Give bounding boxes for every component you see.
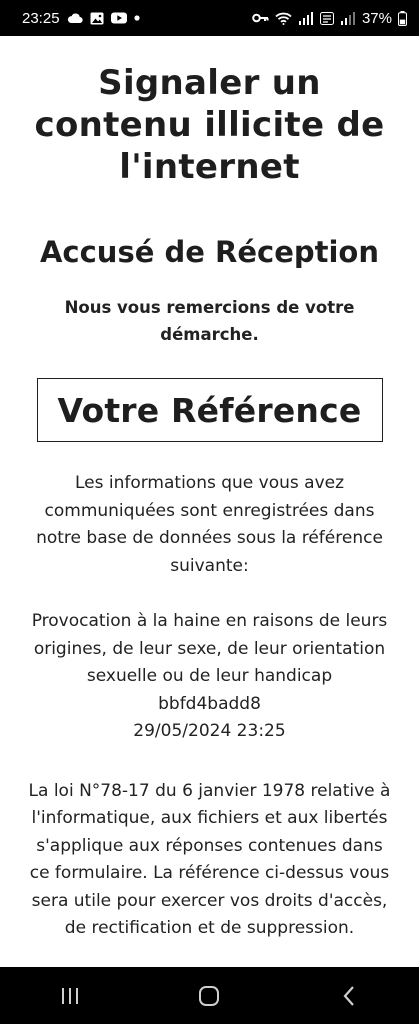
reference-date: 29/05/2024 23:25 <box>133 721 286 741</box>
page-content <box>0 36 419 967</box>
law-text: La loi N°78-17 du 6 janvier 1978 relative à l'informatique, aux fichiers et aux libertés s'applique aux réponses contenues dans ce formulaire. La référence ci-dessus vous sera utile pour exercer vos droits d'accès, de rectification et de suppression. <box>28 780 391 938</box>
reference-box <box>37 378 383 442</box>
cloud-icon <box>67 12 83 24</box>
recent-apps-button[interactable] <box>40 976 100 1016</box>
key-icon <box>252 13 269 23</box>
signal-icon <box>298 12 314 25</box>
info-text: Les informations que vous avez communiquées sont enregistrées dans notre base de données sous la référence suivante: <box>36 473 383 576</box>
report-category: Provocation à la haine en raisons de leurs origines, de leur sexe, de leur orientation sexuelle ou de leur handicap <box>31 611 388 686</box>
status-time: 23:25 <box>22 9 60 27</box>
section-title: Accusé de Réception <box>39 235 379 269</box>
recent-apps-icon <box>60 987 80 1005</box>
thanks-message: Nous vous remercions de votre démarche. <box>64 298 355 344</box>
dot-icon <box>134 15 140 21</box>
reference-details <box>24 608 395 746</box>
reference-heading: Votre Référence <box>57 390 362 430</box>
volte-icon <box>320 12 334 25</box>
image-icon <box>90 12 104 25</box>
status-bar <box>0 0 419 36</box>
page-title: Signaler un contenu illicite de l'internet <box>34 63 385 187</box>
battery-icon <box>398 11 407 26</box>
home-icon <box>198 985 220 1007</box>
wifi-icon <box>275 12 292 25</box>
battery-level: 37% <box>361 9 392 27</box>
youtube-icon <box>111 12 127 24</box>
home-button[interactable] <box>179 976 239 1016</box>
back-button[interactable] <box>319 976 379 1016</box>
signal-icon <box>340 12 356 25</box>
back-icon <box>342 985 356 1007</box>
navigation-bar <box>0 967 419 1024</box>
reference-code: bbfd4badd8 <box>158 693 261 714</box>
